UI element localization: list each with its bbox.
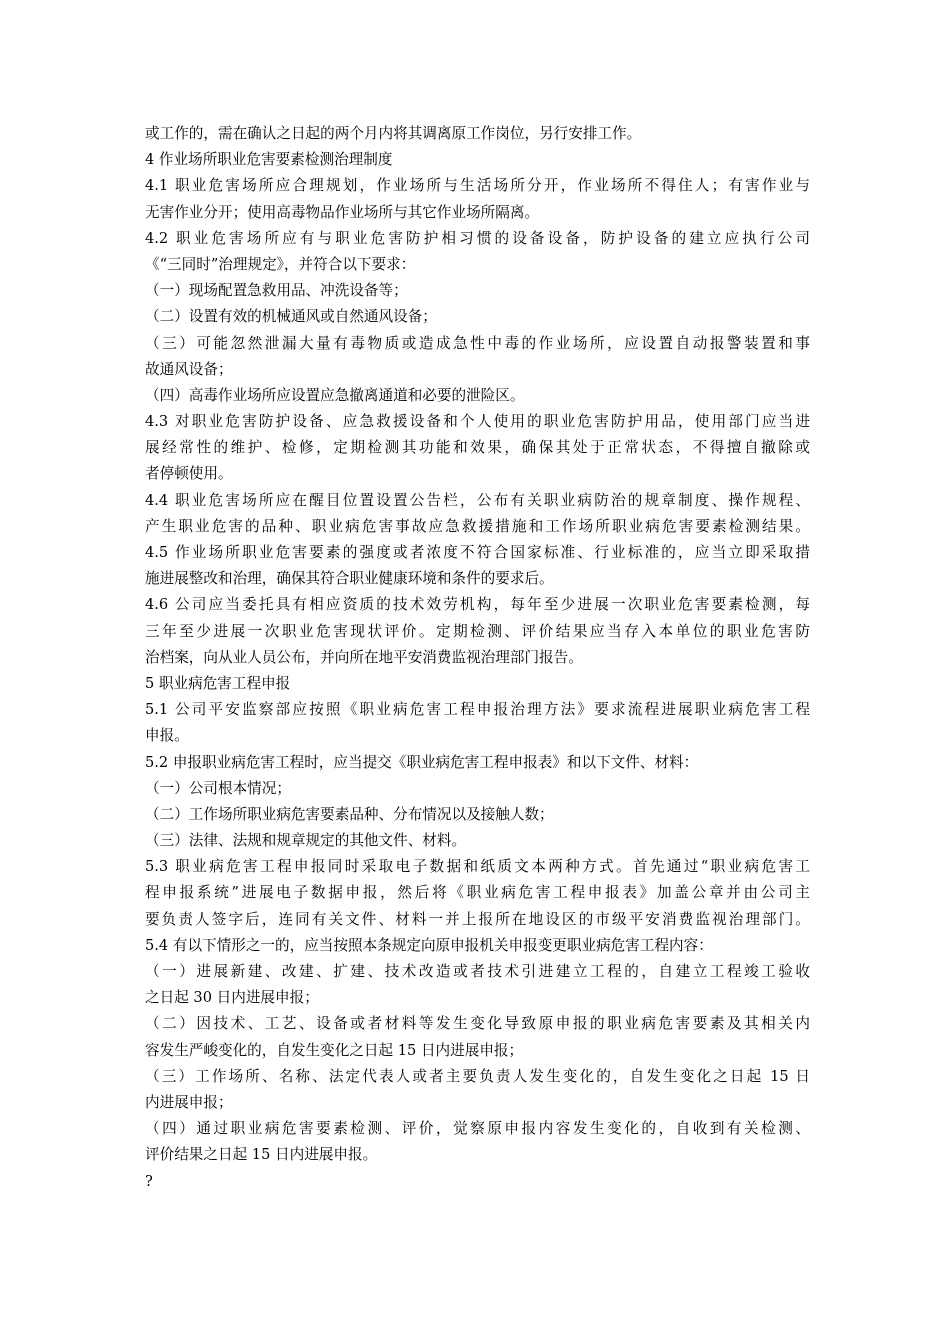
- list-item: （二）因技术、工艺、设备或者材料等发生变化导致原申报的职业病危害要素及其相关内: [145, 1015, 810, 1033]
- text-line: 4.4 职业危害场所应在醒目位置设置公告栏，公布有关职业病防治的规章制度、操作规程、: [145, 491, 810, 509]
- text-line: 产生职业危害的品种、职业病危害事故应急救援措施和工作场所职业病危害要素检测结果。: [145, 517, 810, 535]
- text-line: 5.3 职业病危害工程申报同时采取电子数据和纸质文本两种方式。首先通过“职业病危害工: [145, 858, 810, 876]
- section-heading: 5 职业病危害工程申报: [145, 674, 291, 692]
- text-line: 要负责人签字后，连同有关文件、材料一并上报所在地设区的市级平安消费监视治理部门。: [145, 910, 810, 928]
- text-line: 5.1 公司平安监察部应按照《职业病危害工程申报治理方法》要求流程进展职业病危害工程: [145, 701, 810, 719]
- list-item: （二）工作场所职业病危害要素品种、分布情况以及接触人数；: [145, 805, 554, 823]
- list-item: （三）法律、法规和规章规定的其他文件、材料。: [145, 832, 467, 850]
- text-line: 之日起 30 日内进展申报；: [145, 989, 319, 1007]
- list-item: （一）进展新建、改建、扩建、技术改造或者技术引进建立工程的，自建立工程竣工验收: [145, 963, 810, 980]
- text-line: 4.5 作业场所职业危害要素的强度或者浓度不符合国家标准、行业标准的，应当立即采取措: [145, 544, 810, 561]
- list-item: （四）通过职业病危害要素检测、评价，觉察原申报内容发生变化的，自收到有关检测、: [145, 1120, 810, 1138]
- text-line: 4.3 对职业危害防护设备、应急救援设备和个人使用的职业危害防护用品，使用部门应当进: [145, 413, 810, 431]
- text-line: 《“三同时”治理规定》，并符合以下要求：: [145, 255, 416, 273]
- text-line: 内进展申报；: [145, 1093, 233, 1111]
- text-line: 故通风设备；: [145, 360, 233, 378]
- list-item: （一）现场配置急救用品、冲洗设备等；: [145, 282, 408, 300]
- text-line: 或工作的，需在确认之日起的两个月内将其调离原工作岗位，另行安排工作。: [145, 125, 642, 142]
- text-line: 5.2 申报职业病危害工程时，应当提交《职业病危害工程申报表》和以下文件、材料：: [145, 753, 699, 771]
- text-line: 者停顿使用。: [145, 465, 233, 483]
- text-line: 5.4 有以下情形之一的，应当按照本条规定向原申报机关申报变更职业病危害工程内容：: [145, 936, 713, 954]
- text-line: 4.6 公司应当委托具有相应资质的技术效劳机构，每年至少进展一次职业危害要素检测，每: [145, 596, 810, 614]
- text-line: 申报。: [145, 727, 189, 745]
- list-item: （四）高毒作业场所应设置应急撤离通道和必要的泄险区。: [145, 386, 525, 404]
- text-line: 容发生严峻变化的，自发生变化之日起 15 日内进展申报；: [145, 1041, 524, 1059]
- text-line: 评价结果之日起 15 日内进展申报。: [145, 1146, 378, 1164]
- text-line: 展经常性的维护、检修，定期检测其功能和效果，确保其处于正常状态，不得擅自撤除或: [145, 439, 810, 457]
- text-line: 无害作业分开；使用高毒物品作业场所与其它作业场所隔离。: [145, 203, 540, 221]
- section-heading: 4 作业场所职业危害要素检测治理制度: [145, 151, 393, 169]
- text-line: 施进展整改和治理，确保其符合职业健康环境和条件的要求后。: [145, 570, 554, 588]
- list-item: （一）公司根本情况；: [145, 779, 291, 797]
- text-line: 4.2 职业危害场所应有与职业危害防护相习惯的设备设备，防护设备的建立应执行公司: [145, 229, 810, 247]
- list-item: （二）设置有效的机械通风或自然通风设备；: [145, 308, 437, 326]
- document-body: [145, 121, 810, 1195]
- text-line: 治档案，向从业人员公布，并向所在地平安消费监视治理部门报告。: [145, 648, 583, 666]
- text-line: 三年至少进展一次职业危害现状评价。定期检测、评价结果应当存入本单位的职业危害防: [145, 622, 810, 640]
- list-item: （三）可能忽然泄漏大量有毒物质或造成急性中毒的作业场所，应设置自动报警装置和事: [145, 334, 810, 352]
- list-item: （三）工作场所、名称、法定代表人或者主要负责人发生变化的，自发生变化之日起 15 日: [145, 1067, 810, 1085]
- trailing-mark: ?: [145, 1172, 153, 1190]
- text-line: 4.1 职业危害场所应合理规划，作业场所与生活场所分开，作业场所不得住人；有害作业与: [145, 177, 810, 195]
- text-line: 程申报系统”进展电子数据申报，然后将《职业病危害工程申报表》加盖公章并由公司主: [145, 884, 810, 902]
